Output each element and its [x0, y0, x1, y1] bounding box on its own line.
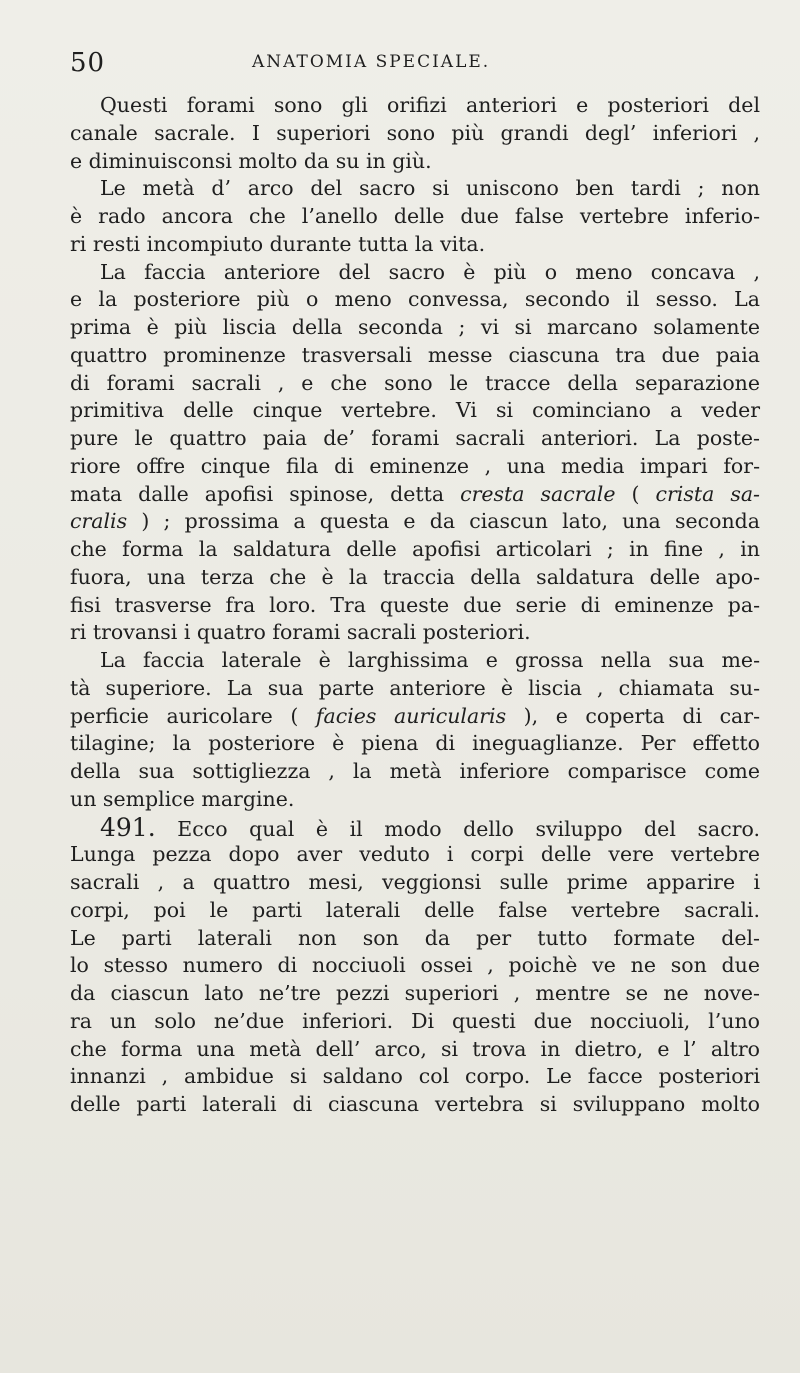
text-line [70, 758, 760, 786]
text-line [70, 841, 760, 869]
text-run: che forma la saldatura delle apofisi articolari ; in fine , in [70, 537, 760, 561]
text-run: innanzi , ambidue si saldano col corpo. Le facce posteriori [70, 1064, 760, 1089]
italic-term: facies auricularis [315, 703, 507, 728]
text-line [70, 814, 760, 842]
text-line [70, 148, 760, 176]
text-run: da ciascun lato ne’tre pezzi superiori , mentre se ne nove- [70, 981, 760, 1005]
text-line [70, 508, 760, 536]
text-run: tilagine; la posteriore è piena di ineguaglianze. Per effetto [70, 731, 760, 756]
text-run: e diminuisconsi molto da su in giù. [70, 148, 432, 173]
text-run: fisi trasverse fra loro. Tra queste due serie di eminenze pa- [70, 592, 760, 617]
text-line [70, 786, 760, 814]
text-run: primitiva delle cinque vertebre. Vi si cominciano a veder [70, 398, 760, 423]
section-number: 491. [100, 812, 156, 842]
text-run: e la posteriore più o meno convessa, secondo il sesso. La [70, 287, 760, 312]
italic-term: cresta sacrale [460, 481, 616, 506]
text-line [70, 536, 760, 564]
text-line [70, 120, 760, 148]
text-run: canale sacrale. I superiori sono più grandi degl’ inferiori , [70, 120, 760, 145]
text-line [70, 286, 760, 314]
italic-term: cralis [70, 509, 128, 534]
text-line [70, 370, 760, 398]
text-run: Lunga pezza dopo aver veduto i corpi delle vere vertebre [70, 842, 760, 867]
text-line [70, 175, 760, 203]
page-header [70, 48, 760, 84]
text-line [70, 897, 760, 925]
text-line [70, 1091, 760, 1119]
text-line [70, 564, 760, 592]
text-line [70, 453, 760, 481]
italic-term: crista sa- [655, 481, 760, 506]
text-line [70, 592, 760, 620]
text-line [70, 314, 760, 342]
text-run: ri trovansi i quatro forami sacrali posteriori. [70, 620, 531, 645]
text-line [70, 952, 760, 980]
text-run: un semplice margine. [70, 786, 295, 811]
text-line [70, 1063, 760, 1091]
text-line [70, 481, 760, 509]
text-run: fuora, una terza che è la traccia della saldatura delle apo- [70, 564, 760, 589]
text-line [70, 619, 760, 647]
text-run: ( [615, 481, 656, 506]
running-head: ANATOMIA SPECIALE. [252, 52, 491, 72]
text-run: corpi, poi le parti laterali delle false vertebre sacrali. [70, 897, 760, 922]
text-line [70, 675, 760, 703]
text-run: delle parti laterali di ciascuna vertebra si sviluppano molto [70, 1092, 760, 1116]
text-line [70, 425, 760, 453]
text-run: mata dalle apofisi spinose, detta [70, 481, 461, 506]
text-run: di forami sacrali , e che sono le tracce della separazione [70, 370, 760, 395]
text-run: lo stesso numero di nocciuoli ossei , poichè ve ne son due [70, 953, 760, 978]
text-run: La faccia laterale è larghissima e grossa nella sua me- [100, 648, 760, 672]
text-run: prima è più liscia della seconda ; vi si marcano solamente [70, 315, 760, 339]
text-line [70, 203, 760, 231]
text-line [70, 92, 760, 120]
text-line [70, 647, 760, 675]
text-run: riore offre cinque fila di eminenze , una media impari for- [70, 453, 760, 478]
text-run: della sua sottigliezza , la metà inferiore comparisce come [70, 759, 760, 783]
text-run: perficie auricolare ( [70, 703, 316, 728]
text-line [70, 342, 760, 370]
text-line [70, 925, 760, 953]
text-run: che forma una metà dell’ arco, si trova in dietro, e l’ altro [70, 1036, 760, 1061]
text-run: ), e coperta di car- [506, 703, 760, 728]
text-run: tà superiore. La sua parte anteriore è liscia , chiamata su- [70, 675, 760, 700]
text-run: ) ; prossima a questa e da ciascun lato, una seconda [127, 509, 760, 534]
text-line [70, 259, 760, 287]
text-run: La faccia anteriore del sacro è più o meno concava , [100, 259, 760, 284]
text-run: è rado ancora che l’anello delle due false vertebre inferio- [70, 204, 760, 228]
text-line [70, 869, 760, 897]
text-run: Ecco qual è il modo dello sviluppo del sacro. [155, 816, 760, 841]
text-line [70, 1008, 760, 1036]
text-line [70, 730, 760, 758]
text-run: Questi forami sono gli orifizi anteriori e posteriori del [100, 93, 760, 117]
text-run: quattro prominenze trasversali messe ciascuna tra due paia [70, 342, 760, 367]
text-line [70, 703, 760, 731]
body-text [70, 92, 760, 1119]
text-line [70, 397, 760, 425]
text-run: Le metà d’ arco del sacro si uniscono ben tardi ; non [100, 176, 760, 201]
text-line [70, 980, 760, 1008]
text-run: sacrali , a quattro mesi, veggionsi sulle prime apparire i [70, 870, 760, 894]
text-line [70, 231, 760, 259]
page-number: 50 [70, 48, 106, 78]
text-line [70, 1036, 760, 1064]
text-run: ri resti incompiuto durante tutta la vita. [70, 231, 486, 256]
text-run: Le parti laterali non son da per tutto formate del- [70, 925, 760, 950]
text-run: ra un solo ne’due inferiori. Di questi due nocciuoli, l’uno [70, 1008, 760, 1033]
text-run: pure le quattro paia de’ forami sacrali anteriori. La poste- [70, 426, 760, 450]
